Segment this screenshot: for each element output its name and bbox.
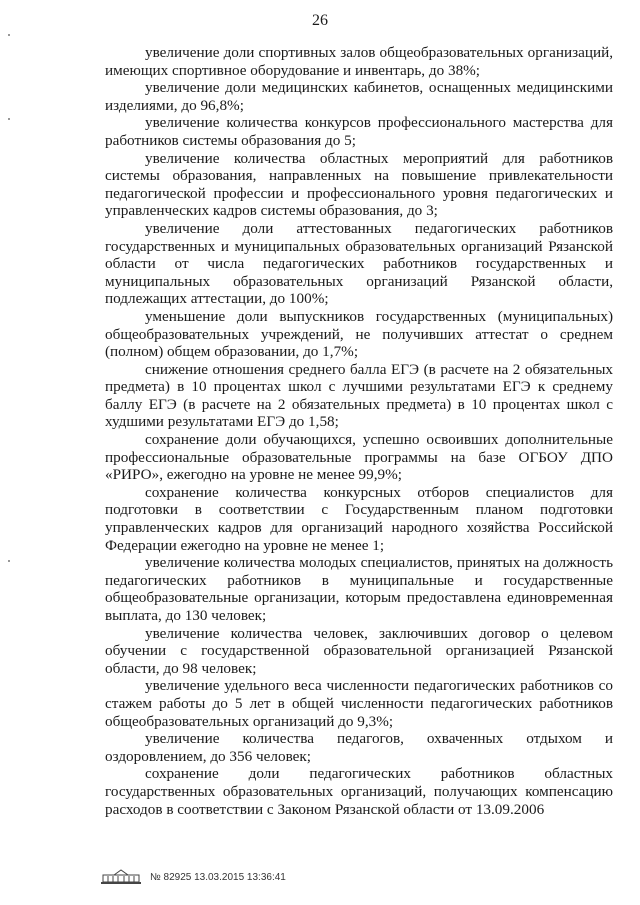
paragraph-medical-offices: увеличение доли медицинских кабинетов, оснащенных медицинскими изделиями, до 96,8%; (105, 79, 613, 114)
scan-artifact (8, 118, 10, 120)
paragraph-teacher-recreation: увеличение количества педагогов, охваченных отдыхом и оздоровлением, до 356 человек; (105, 730, 613, 765)
paragraph-young-specialists: увеличение количества молодых специалистов, принятых на должность педагогических работников в муниципальные и государственные общеобразовательные организации, которым предоставлена единовременная выплата, до 130 человек; (105, 554, 613, 624)
paragraph-certified-teachers: увеличение доли аттестованных педагогических работников государственных и муниципальных образовательных организаций Рязанской области от числа педагогических работников государственных и муниципальных образовательных организаций Рязанской области, подлежащих аттестации, до 100%; (105, 219, 613, 308)
paragraph-contests: увеличение количества конкурсов профессионального мастерства для работников системы образования до 5; (105, 114, 613, 149)
scan-artifact (8, 560, 10, 562)
paragraph-teacher-experience: увеличение удельного веса численности педагогических работников со стажем работы до 5 лет в общей численности педагогических работников общеобразовательных организаций до 9,3%; (105, 677, 613, 730)
scan-artifact (8, 34, 10, 36)
page-number: 26 (312, 12, 328, 29)
paragraph-specialist-selection: сохранение количества конкурсных отборов специалистов для подготовки в соответствии с Государственным планом подготовки управленческих кадров для организаций народного хозяйства Российской Федерации ежегодно на уровне не менее 1; (105, 483, 613, 554)
document-body (105, 44, 613, 818)
document-registration-id: № 82925 13.03.2015 13:36:41 (150, 871, 286, 883)
paragraph-additional-programs: сохранение доли обучающихся, успешно освоивших дополнительные профессиональные образовательные программы на базе ОГБОУ ДПО «РИРО», ежегодно на уровне не менее 99,9%; (105, 431, 613, 484)
paragraph-targeted-training: увеличение количества человек, заключивших договор о целевом обучении с государственной образовательной организацией Рязанской области, до 98 человек; (105, 624, 613, 677)
paragraph-regional-events: увеличение количества областных мероприятий для работников системы образования, направленных на повышение привлекательности педагогической профессии и профессионального уровня педагогических и управленческих кадров системы образования, до 3; (105, 149, 613, 220)
paragraph-graduates: уменьшение доли выпускников государственных (муниципальных) общеобразовательных учреждений, не получивших аттестат о среднем (полном) общем образовании, до 1,7%; (105, 307, 613, 361)
government-building-stamp-icon (100, 869, 142, 885)
paragraph-compensation: сохранение доли педагогических работников областных государственных образовательных организаций, получающих компенсацию расходов в соответствии с Законом Рязанской области от 13.09.2006 (105, 765, 613, 818)
document-footer (100, 867, 286, 887)
paragraph-sports-halls: увеличение доли спортивных залов общеобразовательных организаций, имеющих спортивное оборудование и инвентарь, до 38%; (105, 44, 613, 79)
paragraph-exam-ratio: снижение отношения среднего балла ЕГЭ (в расчете на 2 обязательных предмета) в 10 процентах школ с лучшими результатами ЕГЭ к среднему баллу ЕГЭ (в расчете на 2 обязательных предмета) в 10 процентах школ с худшими результатами ЕГЭ до 1,58; (105, 360, 613, 431)
